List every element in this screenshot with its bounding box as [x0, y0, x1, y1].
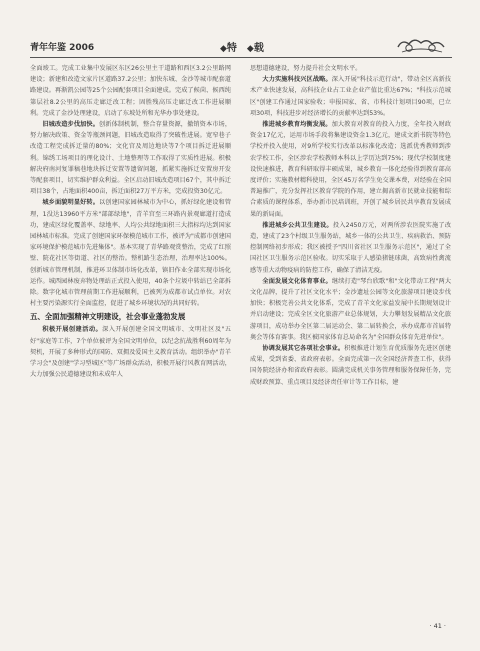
paragraph: 思想道德建设，努力提升社会文明水平。 — [250, 65, 362, 72]
right-column — [250, 63, 451, 388]
paragraph — [30, 197, 231, 309]
paragraph-body: 深入开展创建全国文明城市、文明社区及"五好"家庭等工作，7个单位被评为全国文明单位，以纪念抗战胜利60周年为契机，开展了多种形式的国防、双拥及爱国主义教育活动。组织举办"青羊学习会"及创建"学习型城区"等广场群众活动，积极开展行风教育网活动，大力加强公民道德建设和未成年人 — [30, 326, 231, 379]
paragraph-body: 继续打造"琴台欣歌"和"文化带动工程"两大文化品牌，提升了社区文化水平；金沙遗址公园等文化旅游项目建设步伐加快；积极完善公共文化体系，完成了青羊文化家益发展中长期规划设计并启动建设；完成全区文化旅游产业总体规划，大力攀划发展精品文化旅游项目，成功举办全区第二届运动会、第二届转换会，承办成都市首届特奥会等体育赛事。我区被国家体育总局命名为"全国群众体育先进单位"。 — [250, 277, 452, 341]
paragraph-body: 以创建国家园林城市为中心，抓好绿化建设和管理，1没达13960平方米"部部绿地"，青羊宫至三环路内景观廊道打造成功，建成区绿化覆盖率、绿地率、人均公共绿地面积三大指标均达到国家园林城市标准。完成了创建国家环保模范城市工作，被评为"成都市创建国家环境保护模范城市先进集体"。基本实现了青华路观赏整治，完成了红照壁、院花社区等街道、社区的整治。整机路生态治理，治理率达100%。创新城市管理机制，推进环卫体制市场化改革，镇旧作业全部实现市场化运作。城西园林废弃物处理站正式投入使用，40条个垃圾中转站已全部拆除。数字化城市管理前期工作进展顺利，已被列为成都市试点单位。对农村主要污染源实行全面监控，促进了城乡环境状况的共同好转。 — [30, 199, 232, 308]
section-marker — [220, 39, 274, 54]
section-char-1: 特 — [226, 43, 247, 54]
paragraph — [30, 119, 231, 197]
paragraph-lead: 大力实施科技兴区战略。 — [262, 76, 332, 84]
paragraph-body: 加大教育对教育的投入力度，全年投入财政资金17亿元，运用市场手段将集建设资金1.3亿元，建成文新书院等特色学校并投入使用，对9所学校实行改革以标准化改造；选派优秀教师到涉农学校工作，全区涉农学校教师本科以上学历达到75%；现代学校制度建设快速推进，教育科研取得丰硕成果，城乡教育一体化经验得到教育部高度评价；实施教材精科使用，全区45万名学生免交课本费，对经验在全国普遍推广，充分发挥社区教育学院的作用，建立揭高新市民就业技能和综合素质的课程体系，举办新市民培训班，开创了城乡居民共享教育发展成果的新局面。 — [250, 121, 452, 218]
paragraph — [250, 276, 451, 343]
left-column — [30, 63, 231, 380]
diamond-icon: ◆ — [246, 44, 254, 54]
paragraph-body: 积极推进计划生育优质服务先进区创建成果，受到省委、省政府表彰。全面完成第一次全国经济普查工作，获得国务院经济办和省政府表彰。圆满完成机关事务管理和服务保障任务，完成财政预算、重点项目及经济责任审计等工作目标，建 — [250, 345, 452, 386]
section-heading: 五、全面加强精神文明建设，社会事业蓬勃发展 — [30, 312, 186, 322]
page-header — [30, 38, 450, 56]
paragraph-lead: 全面发展文化体育事业。 — [262, 277, 332, 285]
paragraph-body: 创新体制机制，整合存量资源，撤销资本市场，努力解决政策、资金等瓶颈问题，旧城改造取得了突破性进展。宽窄巷子改造工程完成拆迁量的80%；文化宫及周边地块等7个项目拆迁进展顺利。锦绣工场项目的理化设计、土地整理等工作取得了实质性进展。积极解决府南河复罪稿巷地块拆迁安置等遗留问题，抓紧实施拆迁安置房开发等配套项目，切实维护群众利益。全区启动旧城改造项目67个，其中拆迁项目38个，占地面积400亩，拆迁面积27万平方米，完成投资30亿元。 — [30, 121, 232, 196]
paragraph-lead: 积极开展创建活动。 — [42, 326, 103, 334]
page-number: · 41 · — [429, 622, 446, 630]
yearbook-title: 青年年鉴 2006 — [30, 43, 95, 53]
diamond-icon: ◆ — [220, 44, 227, 54]
paragraph-lead: 推进城乡公共卫生建设。 — [262, 221, 333, 229]
paragraph: 全面竣工。完成工业集中发展区东区26公里主干道路和西区3.2公里路网建设；新建和改造文家片区道路37.2公里；加快东城、金沙等城市配套道路建设。再渐凯公园等25个公园配套项目全面建成。完成了候茴、候西纯第层社8.2公里的高压走廊迁改工程；固胜残高压走廊迁改工作进展顺利。完成了金沙处理建设，启动了东坡处所和光华办事处建设。 — [30, 65, 231, 117]
paragraph — [30, 324, 231, 380]
paragraph — [250, 343, 451, 388]
paragraph-lead: 推进城乡教育均衡发展。 — [262, 121, 332, 129]
paragraph-body: 深入开展"科技示范行动"，带动全区高新技术产业快速发展，高科技企业占工业企业产值比重达67%；"科技示范城区"创建工作通过国家验收；申报国家、省、市科技计划项目90项，已立项30项，科技进步对经济增长的贡献率达到53%。 — [250, 76, 451, 117]
paragraph — [250, 119, 451, 220]
paragraph-body: 投入2450万元，对两所涉农医院实施了改造，建成了23个村级卫生服务站，城乡一体的公共卫生、疾病救治、预防控制网络初步形成；我区被授予"四川省社区卫生服务示范区"，通过了全国社区卫生服务示范区验收。切实采取于人感染猪链球菌，高致病性禽流感等重大动物疫病的防控工作，确保了清洁无疫。 — [250, 221, 452, 274]
paragraph — [250, 74, 451, 119]
cloud-ornament-icon — [394, 35, 450, 55]
section-char-2: 载 — [253, 43, 274, 54]
paragraph-lead: 城乡面貌明显好转。 — [42, 199, 100, 207]
header-rule — [30, 57, 452, 58]
paragraph-lead: 协调发展其它各项社会事业。 — [262, 345, 345, 353]
paragraph — [250, 220, 451, 276]
paragraph-lead: 旧城改造步伐加快。 — [42, 121, 100, 129]
